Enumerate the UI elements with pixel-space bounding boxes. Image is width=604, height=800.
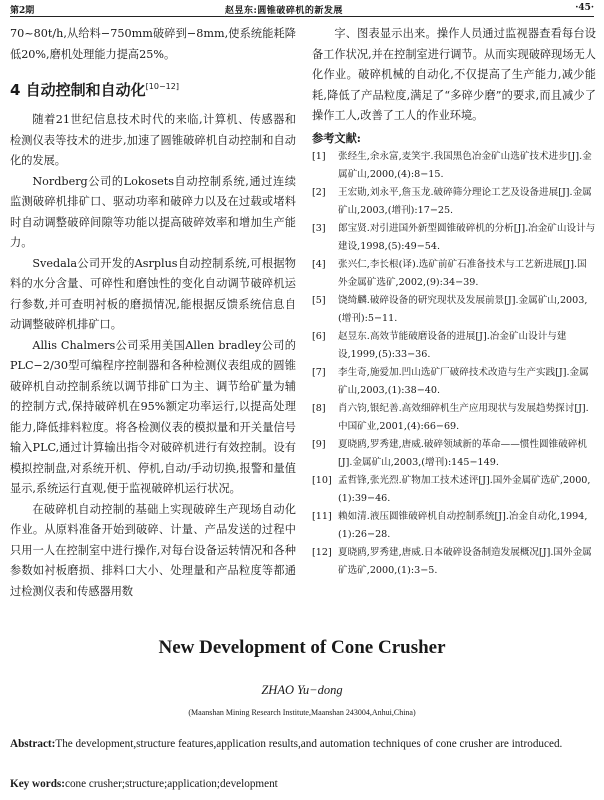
reference-text: 饶绮麟.破碎设备的研究现状及发展前景[J].金属矿山,2003,(增刊):5−11. bbox=[338, 295, 588, 324]
reference-number: [8] bbox=[312, 403, 326, 414]
english-abstract bbox=[10, 736, 596, 753]
reference-text: 王宏勋,刘永平,詹玉龙.破碎筛分理论工艺及设备进展[J].金属矿山,2003,(增刊):17−25. bbox=[338, 187, 592, 216]
body-paragraph: 字、图表显示出来。操作人员通过监视器查看每台设备工作状况,并在控制室进行调节。从而实现破碎现场无人化作业。破碎机械的自动化,不仅提高了生产能力,减少能耗,降低了产品粒度,满足了“多碎少磨”的要求,而且减少了操作工人,改善了工人的作业环境。 bbox=[312, 27, 596, 122]
reference-text: 赵昱东.高效节能破磨设备的进展[J].冶金矿山设计与建设,1999,(5):33−36. bbox=[338, 331, 567, 360]
reference-item bbox=[312, 436, 596, 472]
english-author: ZHAO Yu−dong bbox=[261, 683, 343, 697]
page-number: ·45· bbox=[575, 3, 594, 13]
body-paragraph: 随着21世纪信息技术时代的来临,计算机、传感器和检测仪表等技术的进步,加速了圆锥破碎机自动控制和自动化的发展。 bbox=[10, 113, 296, 167]
reference-number: [6] bbox=[312, 331, 326, 342]
reference-list bbox=[312, 148, 596, 580]
reference-item bbox=[312, 472, 596, 508]
english-keywords bbox=[10, 776, 596, 793]
keywords-label: Key words: bbox=[10, 778, 65, 790]
reference-item bbox=[312, 292, 596, 328]
reference-text: 张兴仁,李长根(译).选矿前矿石准备技术与工艺新进展[J].国外金属矿选矿,2002,(9):34−39. bbox=[338, 259, 587, 288]
reference-number: [2] bbox=[312, 187, 326, 198]
continued-paragraph: 70~80t/h,从给料−750mm破碎到−8mm,使系统能耗降低20%,磨机处理能力提高25%。 bbox=[10, 27, 296, 61]
reference-number: [3] bbox=[312, 223, 326, 234]
reference-text: 夏晓鸥,罗秀建,唐威.破碎领域新的革命——惯性圆锥破碎机[J].金属矿山,2003,(增刊):145−149. bbox=[338, 439, 587, 468]
body-paragraph: Nordberg公司的Lokosets自动控制系统,通过连续监测破碎机排矿口、驱动功率和破碎力以及在过载或堵料时自动调整破碎间隙等功能以提高破碎效率和增加生产能力。 bbox=[10, 174, 296, 249]
reference-number: [4] bbox=[312, 259, 326, 270]
reference-number: [1] bbox=[312, 151, 326, 162]
reference-text: 孟哲锋,张光烈.矿物加工技术述评[J].国外金属矿选矿,2000,(1):39−46. bbox=[338, 475, 591, 504]
running-header bbox=[10, 2, 594, 17]
issue-number: 第2期 bbox=[10, 6, 35, 16]
reference-text: 李生奇,施爱加.凹山选矿厂破碎技术改造与生产实践[J].金属矿山,2003,(1):38−40. bbox=[338, 367, 589, 396]
reference-item bbox=[312, 364, 596, 400]
reference-text: 肖六钧,银纪善.高效细碎机生产应用现状与发展趋势探讨[J].中国矿业,2001,(4):66−69. bbox=[338, 403, 589, 432]
right-column bbox=[312, 24, 596, 580]
reference-item bbox=[312, 220, 596, 256]
reference-text: 赖如清.液压圆锥破碎机自动控制系统[J].冶金自动化,1994,(1):26−28. bbox=[338, 511, 588, 540]
reference-item bbox=[312, 256, 596, 292]
keywords-text: cone crusher;structure;application;development bbox=[65, 778, 278, 790]
reference-text: 张经生,余永富,麦笑宇.我国黑色冶金矿山选矿技术进步[J].金属矿山,2000,(4):8−15. bbox=[338, 151, 592, 180]
section-heading bbox=[10, 77, 296, 100]
reference-item bbox=[312, 328, 596, 364]
body-paragraph: Allis Chalmers公司采用美国Allen bradley公司的PLC−2/30型可编程序控制器和各种检测仪表组成的圆锥破碎机自动控制系统以调节排矿口为主、调节给矿量为辅的控制方式,保持破碎机在95%额定功率运行,以提高处理能力,降低排料粒度。将各检测仪表的模拟量和开关量信号输入PLC,通过计算输出指令对破碎机进行有效控制。设有模拟控制盘,对系统开机、停机,自动/手动切换,报警和量值显示,系统运行直观,便于监视破碎机运行状况。 bbox=[10, 338, 296, 495]
references-heading: 参考文献: bbox=[312, 130, 361, 145]
reference-number: [10] bbox=[312, 475, 332, 486]
reference-number: [11] bbox=[312, 511, 332, 522]
reference-text: 夏晓鸥,罗秀建,唐威.日本破碎设备制造发展概况[J].国外金属矿选矿,2000,(1):3−5. bbox=[338, 547, 592, 576]
reference-number: [9] bbox=[312, 439, 326, 450]
reference-item bbox=[312, 400, 596, 436]
abstract-text: The development,structure features,application results,and automation techniques of cone crusher are introduced. bbox=[55, 738, 563, 750]
body-paragraph: Svedala公司开发的Asrplus自动控制系统,可根据物料的水分含量、可碎性和磨蚀性的变化自动调节破碎机运行参数,并可查明衬板的磨损情况,能根据反馈系统信息自动调整破碎机排矿口。 bbox=[10, 256, 296, 331]
body-paragraph: 在破碎机自动控制的基础上实现破碎生产现场自动化作业。从原料准备开始到破碎、计量、产品发送的过程中只用一人在控制室中进行操作,对每台设备运转情况和各种参数如衬板磨损、排料口大小、处理量和产品粒度等都通过检测仪表和传感器用数 bbox=[10, 502, 296, 598]
left-column bbox=[10, 24, 296, 602]
reference-item bbox=[312, 544, 596, 580]
reference-item bbox=[312, 508, 596, 544]
reference-number: [7] bbox=[312, 367, 326, 378]
reference-number: [12] bbox=[312, 547, 332, 558]
reference-item bbox=[312, 184, 596, 220]
section-citation: [10−12] bbox=[145, 82, 179, 91]
english-affiliation: (Maanshan Mining Research Institute,Maanshan 243004,Anhui,China) bbox=[188, 708, 416, 717]
reference-item bbox=[312, 148, 596, 184]
abstract-label: Abstract: bbox=[10, 738, 56, 750]
english-title: New Development of Cone Crusher bbox=[158, 637, 446, 658]
running-title: 赵昱东:圆锥破碎机的新发展 bbox=[225, 6, 343, 16]
reference-number: [5] bbox=[312, 295, 326, 306]
reference-text: 郎宝贤.对引进国外新型圆锥破碎机的分析[J].冶金矿山设计与建设,1998,(5):49−54. bbox=[338, 223, 596, 252]
section-title: 4 自动控制和自动化 bbox=[10, 81, 146, 99]
